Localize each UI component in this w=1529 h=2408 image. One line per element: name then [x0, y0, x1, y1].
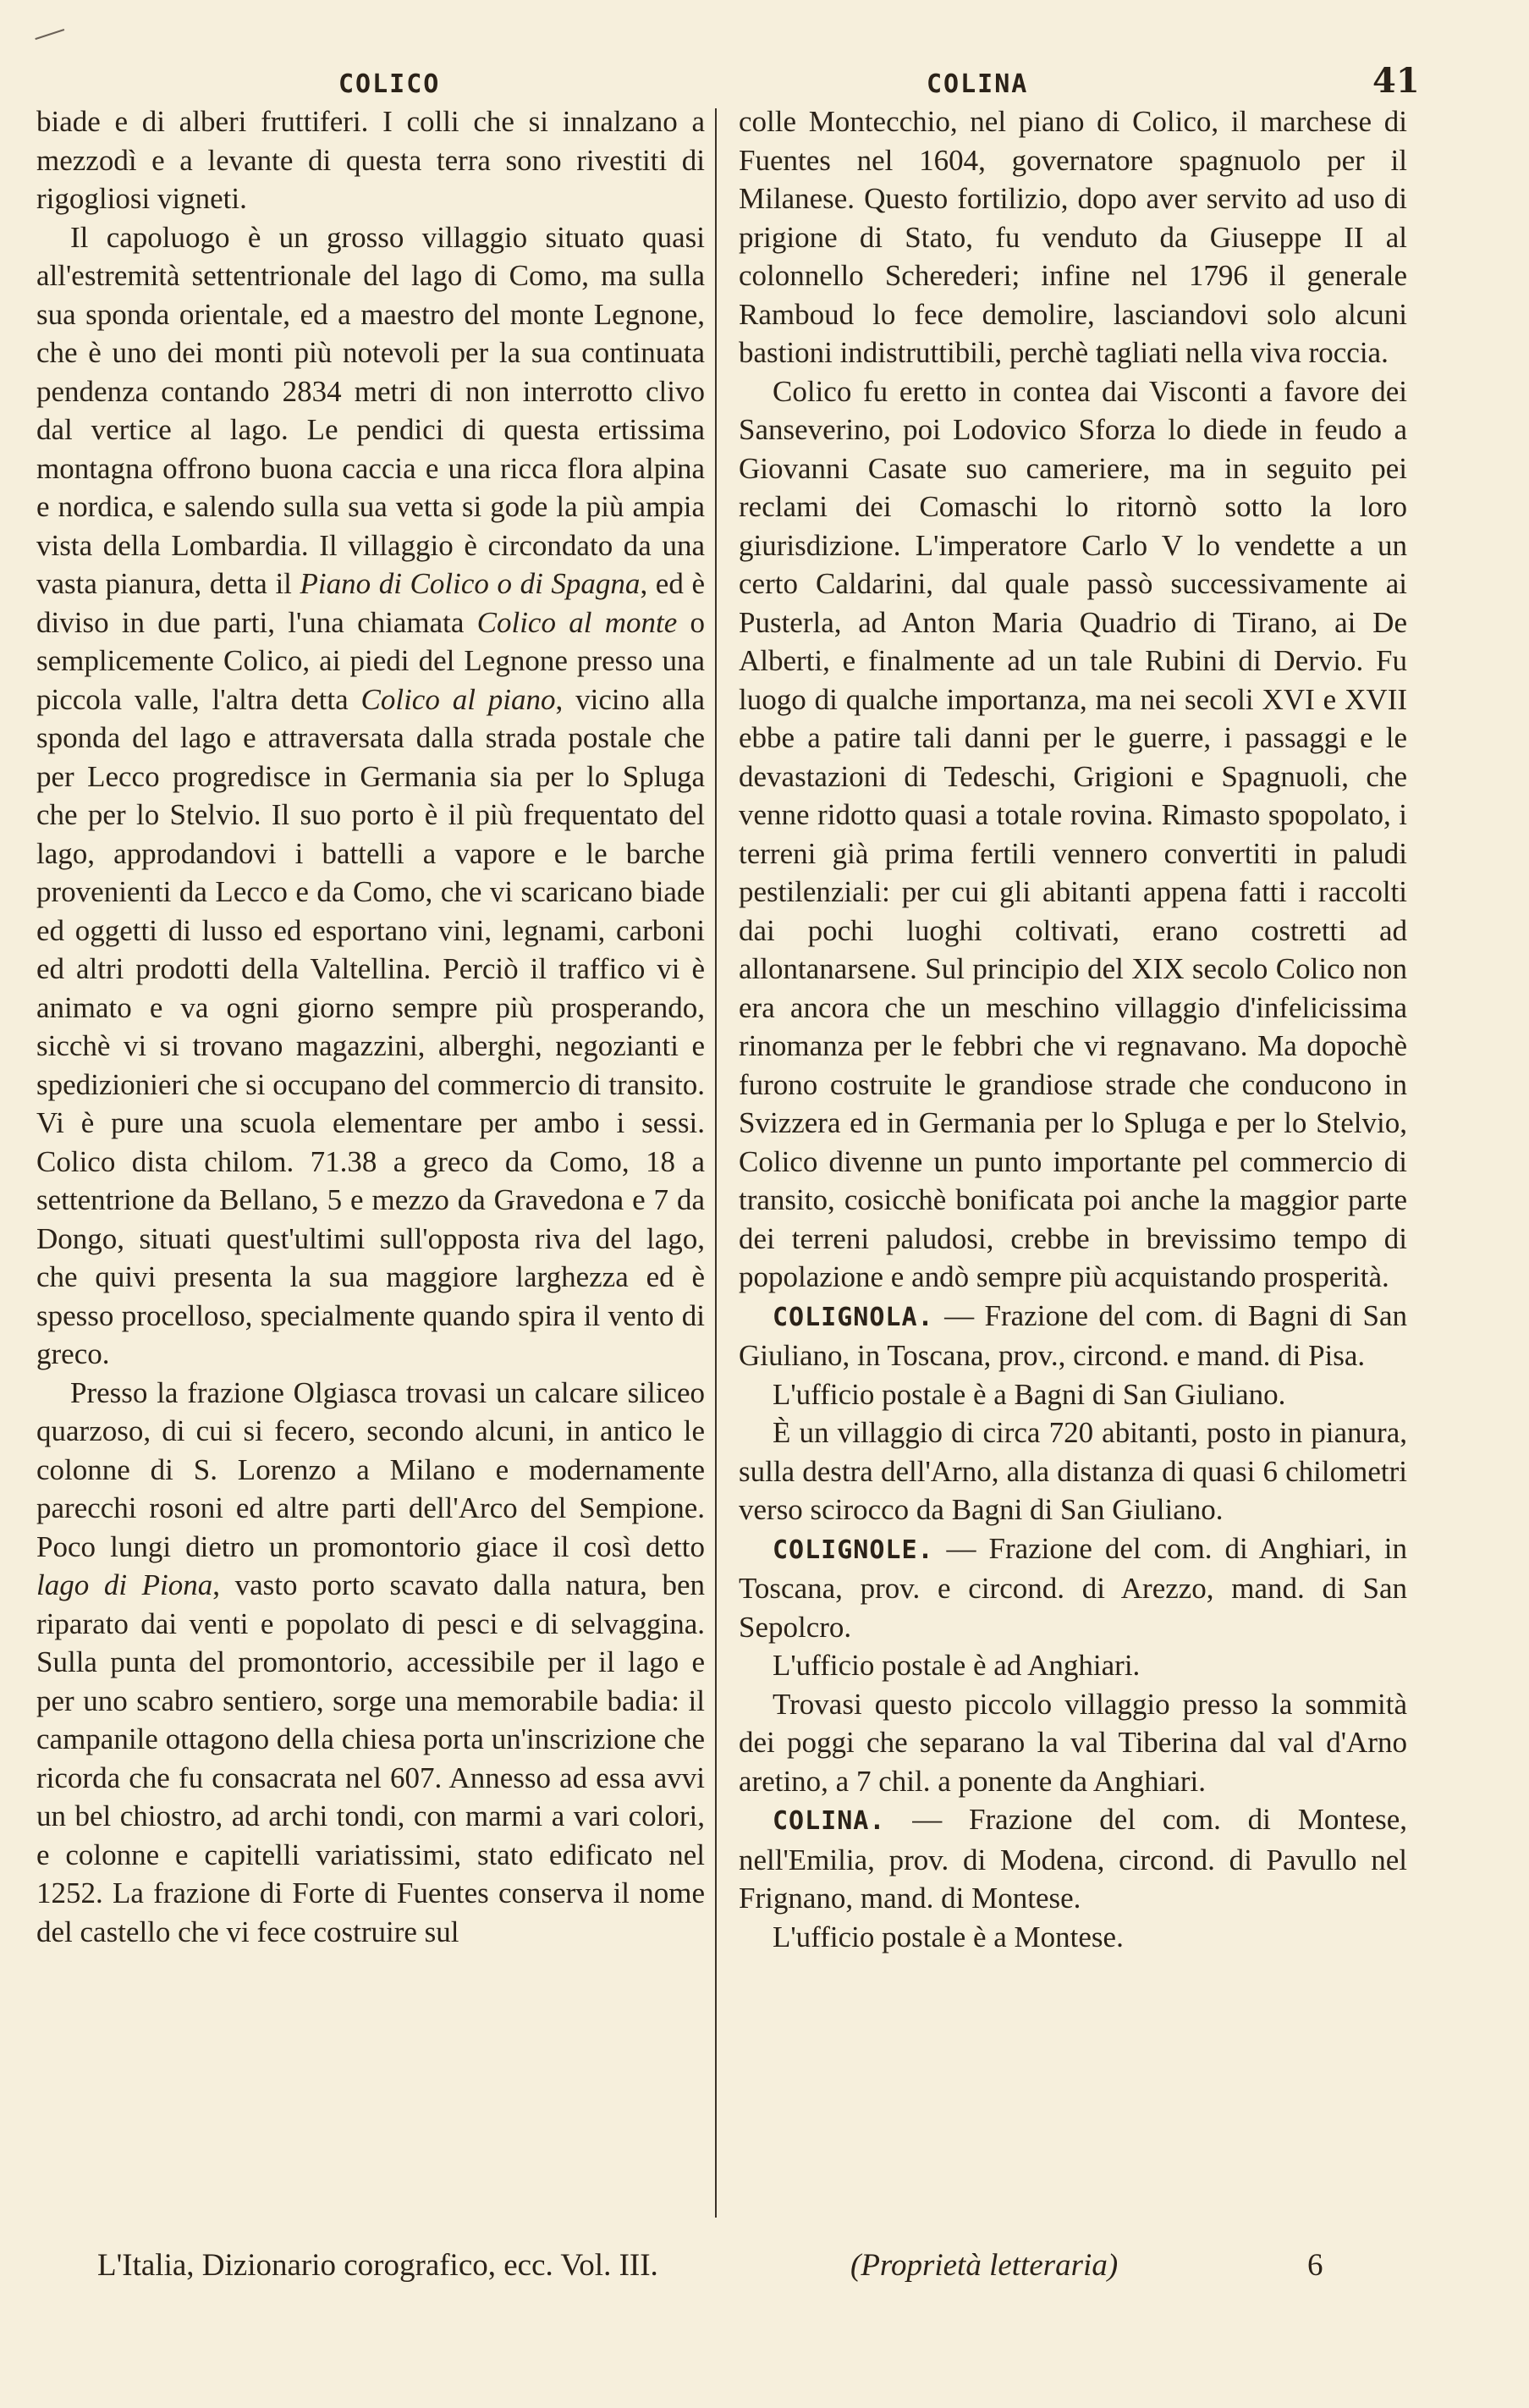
entry-headword: COLINA.	[773, 1806, 886, 1836]
text-run: Presso la frazione Olgiasca trovasi un calcare siliceo quarzoso, di cui si fecero, secondo alcuni, in antico le colonne di S. Lorenzo a Milano e modernamente parecchi rosoni ed altre parti dell'Arco del Sempione. Poco lungi dietro un promontorio giace il così detto	[36, 1375, 705, 1563]
left-column	[36, 102, 705, 1951]
italic-place-name: lago di Piona	[36, 1568, 213, 1601]
left-paragraph-1: biade e di alberi fruttiferi. I colli che si innalzano a mezzodì e a levante di questa terra sono rivestiti di rigogliosi vigneti.	[36, 105, 705, 215]
footer-signature: 6	[1307, 2248, 1323, 2283]
entry-colignola-description: È un villaggio di circa 720 abitanti, posto in pianura, sulla destra dell'Arno, alla distanza di quasi 6 chilometri verso scirocco da Bagni di San Giuliano.	[739, 1416, 1407, 1526]
text-run: , vasto porto scavato dalla natura, ben riparato dai venti e popolato di pesci e di selvaggina. Sulla punta del promontorio, accessibile per il lago e per uno scabro sentiero, sorge una memorabile badia: il campanile ottagono della chiesa porta un'inscrizione che ricorda che fu consacrata nel 607. Annesso ad essa avvi un bel chiostro, ad archi tondi, con marmi a vari colori, e colonne e capitelli variatissimi, stato edificato nel 1252. La frazione di Forte di Fuentes conserva il nome del castello che vi fece costruire sul	[36, 1568, 705, 1948]
entry-colignole-description: Trovasi questo piccolo villaggio presso la sommità dei poggi che separano la val Tiberina dal val d'Arno aretino, a 7 chil. a ponente da Anghiari.	[739, 1687, 1407, 1798]
right-paragraph-2: Colico fu eretto in contea dai Visconti a favore dei Sanseverino, poi Lodovico Sforza lo diede in feudo a Giovanni Casate suo cameriere, ma in seguito pei reclami dei Comaschi lo ritornò sotto la loro giurisdizione. L'imperatore Carlo V lo vendette a un certo Caldarini, dal quale passò successivamente ai Pusterla, ad Anton Maria Quadrio di Tirano, ai De Alberti, e finalmente ad un tale Rubini di Dervio. Fu luogo di qualche importanza, ma nei secoli XVI e XVII ebbe a patire tali danni per le guerre, i passaggi e le devastazioni di Tedeschi, Grigioni e Spagnuoli, che venne ridotto quasi a totale rovina. Rimasto spopolato, i terreni già prima fertili vennero convertiti in paludi pestilenziali: per cui gli abitanti appena fatti i raccolti dai pochi luoghi coltivati, erano costretti ad allontanarsene. Sul principio del XIX secolo Colico non era ancora che un meschino villaggio d'infelicissima rinomanza per le febbri che vi regnavano. Ma dopochè furono costruite le grandiose strade che conducono in Svizzera ed in Germania per lo Spluga e per lo Stelvio, Colico divenne un punto importante pel commercio di transito, cosicchè bonificata poi anche la maggior parte dei terreni paludosi, crebbe in brevissimo tempo di popolazione e andò sempre più acquistando prosperità.	[739, 374, 1407, 1293]
entry-colignole	[739, 1529, 1407, 1647]
entry-colignola	[739, 1297, 1407, 1375]
italic-place-name: Colico al piano	[360, 682, 556, 716]
text-run: Il capoluogo è un grosso villaggio situato quasi all'estremità settentrionale del lago di Como, ma sulla sua sponda orientale, ed a maestro del monte Legnone, che è uno dei monti più notevoli per la sua continuata pendenza contando 2834 metri di non interrotto clivo dal vertice al lago. Le pendici di questa ertissima montagna offrono buona caccia e una ricca flora alpina e nordica, e salendo sulla sua vetta si gode la più ampia vista della Lombardia. Il villaggio è circondato da una vasta pianura, detta il	[36, 220, 705, 600]
right-paragraph-1: colle Montecchio, nel piano di Colico, il marchese di Fuentes nel 1604, governatore spagnuolo per il Milanese. Questo fortilizio, dopo aver servito ad uso di prigione di Stato, fu venduto da Giuseppe II al colonnello Scherederi; infine nel 1796 il generale Ramboud lo fece demolire, lasciandovi solo alcuni bastioni indistruttibili, perchè tagliati nella viva roccia.	[739, 105, 1407, 369]
column-divider	[715, 108, 717, 2218]
left-paragraph-2	[36, 218, 705, 1374]
italic-place-name: Colico al monte	[476, 605, 678, 639]
entry-definition: — Frazione del com. di Montese, nell'Emilia, prov. di Modena, circond. di Pavullo nel Frignano, mand. di Montese.	[739, 1803, 1407, 1915]
running-head-left: COLICO	[338, 69, 441, 99]
entry-colina	[739, 1800, 1407, 1918]
entry-headword: COLIGNOLE.	[773, 1535, 934, 1565]
entry-colina-postal: L'ufficio postale è a Montese.	[773, 1920, 1124, 1953]
entry-headword: COLIGNOLA.	[773, 1302, 934, 1332]
text-run: , ed è diviso in due parti, l'una chiamata	[36, 567, 705, 639]
entry-colignole-postal: L'ufficio postale è ad Anghiari.	[773, 1649, 1141, 1682]
entry-colignola-postal: L'ufficio postale è a Bagni di San Giuliano.	[773, 1377, 1286, 1411]
page-number: 41	[1372, 61, 1420, 101]
entry-definition: — Frazione del com. di Bagni di San Giuliano, in Toscana, prov., circond. e mand. di Pisa.	[739, 1298, 1407, 1372]
corner-mark	[30, 14, 64, 40]
left-paragraph-3	[36, 1374, 705, 1952]
entry-definition: — Frazione del com. di Anghiari, in Toscana, prov. e circond. di Arezzo, mand. di San Sepolcro.	[739, 1531, 1407, 1644]
italic-place-name: Piano di Colico o di Spagna	[300, 567, 641, 600]
running-head-right: COLINA	[927, 69, 1029, 99]
text-run: o semplicemente Colico, ai piedi del Legnone presso una piccola valle, l'altra detta	[36, 605, 706, 716]
footer-title: L'Italia, Dizionario corografico, ecc. Vol. III.	[97, 2248, 658, 2283]
text-run: , vicino alla sponda del lago e attraversata dalla strada postale che per Lecco progredisce in Germania sia per lo Spluga che per lo Stelvio. Il suo porto è il più frequentato del lago, approdandovi i battelli a vapore e le barche provenienti da Lecco e da Como, che vi scaricano biade ed oggetti di lusso ed esportano vini, legnami, carboni ed altri prodotti della Valtellina. Perciò il traffico vi è animato e va ogni giorno sempre più prosperando, sicchè vi si trovano magazzini, alberghi, negozianti e spedizionieri che si occupano del commercio di transito. Vi è pure una scuola elementare per ambo i sessi. Colico dista chilom. 71.38 a greco da Como, 18 a settentrione da Bellano, 5 e mezzo da Gravedona e 7 da Dongo, situati quest'ultimi sull'opposta riva del lago, che quivi presenta la sua maggiore larghezza ed è spesso procelloso, specialmente quando spira il vento di greco.	[36, 682, 705, 1370]
right-column	[739, 102, 1407, 1956]
footer-copyright: (Proprietà letteraria)	[850, 2248, 1119, 2283]
